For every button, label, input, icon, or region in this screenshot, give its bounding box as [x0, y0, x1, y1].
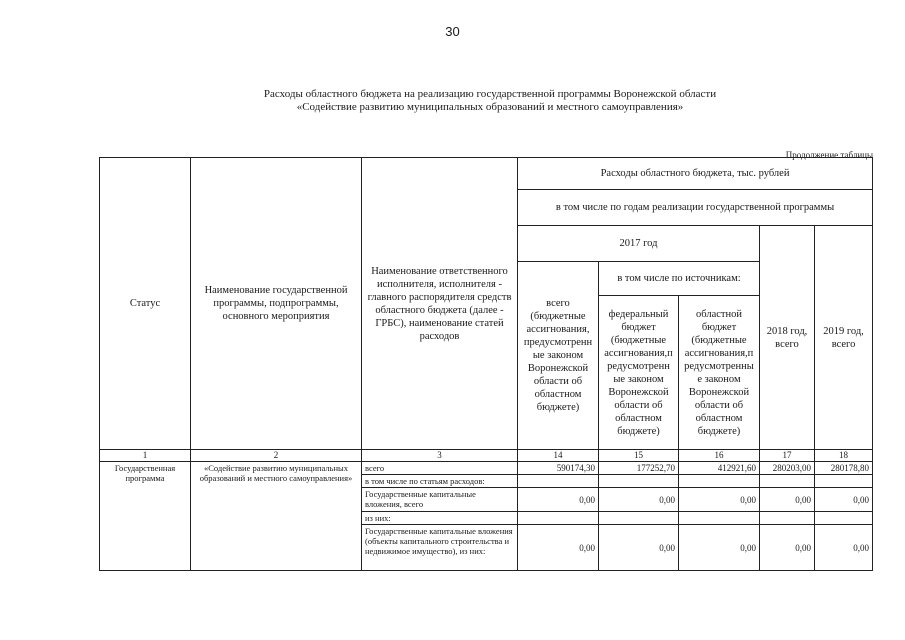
value-cell: 280203,00 [760, 462, 815, 475]
value-cell: 590174,30 [518, 462, 599, 475]
value-cell: 412921,60 [679, 462, 760, 475]
value-cell [815, 512, 873, 525]
value-cell: 0,00 [815, 525, 873, 571]
header-by-years: в том числе по годам реализации государственной программы [518, 190, 873, 226]
column-number: 16 [679, 450, 760, 462]
row-label: в том числе по статьям расходов: [362, 475, 518, 488]
row-status: Государственная программа [100, 462, 191, 571]
row-label: из них: [362, 512, 518, 525]
value-cell: 0,00 [679, 488, 760, 512]
value-cell: 0,00 [518, 525, 599, 571]
value-cell: 0,00 [518, 488, 599, 512]
value-cell: 280178,80 [815, 462, 873, 475]
header-program-name: Наименование государственной программы, подпрограммы, основного мероприятия [191, 158, 362, 450]
value-cell [679, 512, 760, 525]
header-year-2018: 2018 год, всего [760, 226, 815, 450]
document-title [170, 88, 810, 114]
value-cell [760, 475, 815, 488]
value-cell [518, 475, 599, 488]
header-federal: федеральный бюджет (бюджетные ассигнования,п редусмотренн ые законом Воронежской области об областном бюджете) [599, 296, 679, 450]
value-cell: 0,00 [815, 488, 873, 512]
column-number: 14 [518, 450, 599, 462]
header-expenses: Расходы областного бюджета, тыс. рублей [518, 158, 873, 190]
column-number: 3 [362, 450, 518, 462]
value-cell [815, 475, 873, 488]
header-regional: областной бюджет (бюджетные ассигнования,п редусмотренны е законом Воронежской области об областном бюджете) [679, 296, 760, 450]
value-cell: 0,00 [679, 525, 760, 571]
value-cell [599, 475, 679, 488]
row-label: всего [362, 462, 518, 475]
row-label: Государственные капитальные вложения, всего [362, 488, 518, 512]
column-number: 18 [815, 450, 873, 462]
value-cell: 0,00 [760, 488, 815, 512]
header-executor: Наименование ответственного исполнителя, исполнителя - главного распорядителя средств областного бюджета (далее - ГРБС), наименование статей расходов [362, 158, 518, 450]
header-year-2017: 2017 год [518, 226, 760, 262]
page-number: 30 [445, 24, 460, 39]
value-cell: 0,00 [599, 525, 679, 571]
header-total: всего (бюджетные ассигнования, предусмотренн ые законом Воронежской области об областном бюджете) [518, 262, 599, 450]
value-cell: 0,00 [599, 488, 679, 512]
title-line-1: Расходы областного бюджета на реализацию государственной программы Воронежской области [263, 88, 717, 100]
title-line-2: «Содействие развитию муниципальных образований и местного самоуправления» [296, 101, 684, 113]
row-program: «Содействие развитию муниципальных образований и местного самоуправления» [191, 462, 362, 571]
header-year-2019: 2019 год, всего [815, 226, 873, 450]
value-cell: 0,00 [760, 525, 815, 571]
value-cell [679, 475, 760, 488]
column-number: 1 [100, 450, 191, 462]
column-number: 17 [760, 450, 815, 462]
page-cut-off [0, 580, 905, 640]
column-number: 15 [599, 450, 679, 462]
header-status: Статус [100, 158, 191, 450]
column-number-row [100, 450, 873, 462]
header-by-sources: в том числе по источникам: [599, 262, 760, 296]
value-cell [599, 512, 679, 525]
value-cell [518, 512, 599, 525]
row-label: Государственные капитальные вложения (объекты капитального строительства и недвижимое имущество), из них: [362, 525, 518, 571]
column-number: 2 [191, 450, 362, 462]
expenses-table [99, 157, 873, 571]
value-cell [760, 512, 815, 525]
table-row [100, 462, 873, 475]
value-cell: 177252,70 [599, 462, 679, 475]
continuation-label: Продолжение таблицы [785, 150, 873, 160]
